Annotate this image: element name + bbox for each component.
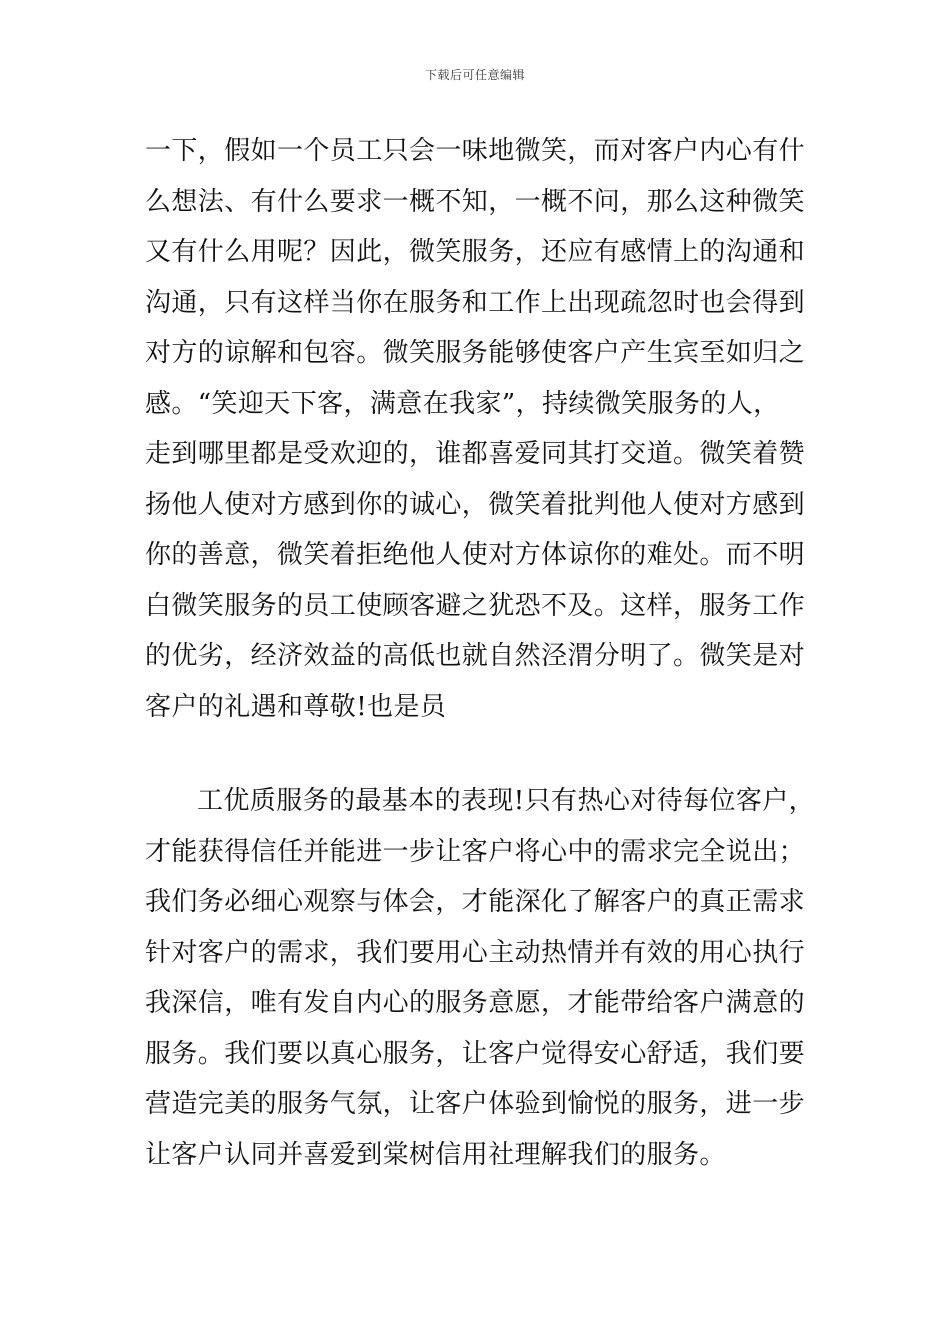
text-line: 服务。我们要以真心服务，让客户觉得安心舒适，我们要 [145, 1038, 806, 1069]
text-line: 针对客户的需求，我们要用心主动热情并有效的用心执行 [145, 937, 806, 968]
text-line: 工优质服务的最基本的表现!只有热心对待每位客户， [197, 786, 816, 816]
text-line: 才能获得信任并能进一步让客户将心中的需求完全说出； [145, 836, 806, 867]
text-line: 我深信，唯有发自内心的服务意愿，才能带给客户满意的 [145, 988, 806, 1018]
text-line: 让客户认同并喜爱到棠树信用社理解我们的服务。 [145, 1139, 726, 1170]
text-line: 走到哪里都是受欢迎的，谁都喜爱同其打交道。微笑着赞 [145, 439, 806, 469]
text-line: 沟通，只有这样当你在服务和工作上出现疏忽时也会得到 [145, 287, 806, 318]
text-line: 么想法、有什么要求一概不知，一概不问，那么这种微笑 [145, 186, 806, 217]
text-line: 客户的礼遇和尊敬!也是员 [145, 691, 447, 722]
text-line: 一下，假如一个员工只会一味地微笑，而对客户内心有什 [145, 136, 806, 166]
text-line: 白微笑服务的员工使顾客避之犹恐不及。这样，服务工作 [145, 590, 806, 621]
paragraph-2 [145, 776, 825, 1180]
text-line: 的优劣，经济效益的高低也就自然泾渭分明了。微笑是对 [145, 641, 806, 671]
page-header: 下载后可任意编辑 [424, 68, 525, 82]
text-line: 营造完美的服务气氛，让客户体验到愉悦的服务，进一步 [145, 1089, 806, 1119]
text-line: 感。“笑迎天下客，满意在我家”，持续微笑服务的人， [145, 388, 780, 419]
text-line: 我们务必细心观察与体会，才能深化了解客户的真正需求 [145, 887, 806, 917]
text-line: 对方的谅解和包容。微笑服务能够使客户产生宾至如归之 [145, 338, 806, 368]
paragraph-1 [145, 126, 825, 732]
text-line: 你的善意，微笑着拒绝他人使对方体谅你的难处。而不明 [145, 540, 806, 570]
text-line: 扬他人使对方感到你的诚心，微笑着批判他人使对方感到 [145, 489, 806, 520]
text-line: 又有什么用呢？因此，微笑服务，还应有感情上的沟通和 [145, 237, 806, 267]
